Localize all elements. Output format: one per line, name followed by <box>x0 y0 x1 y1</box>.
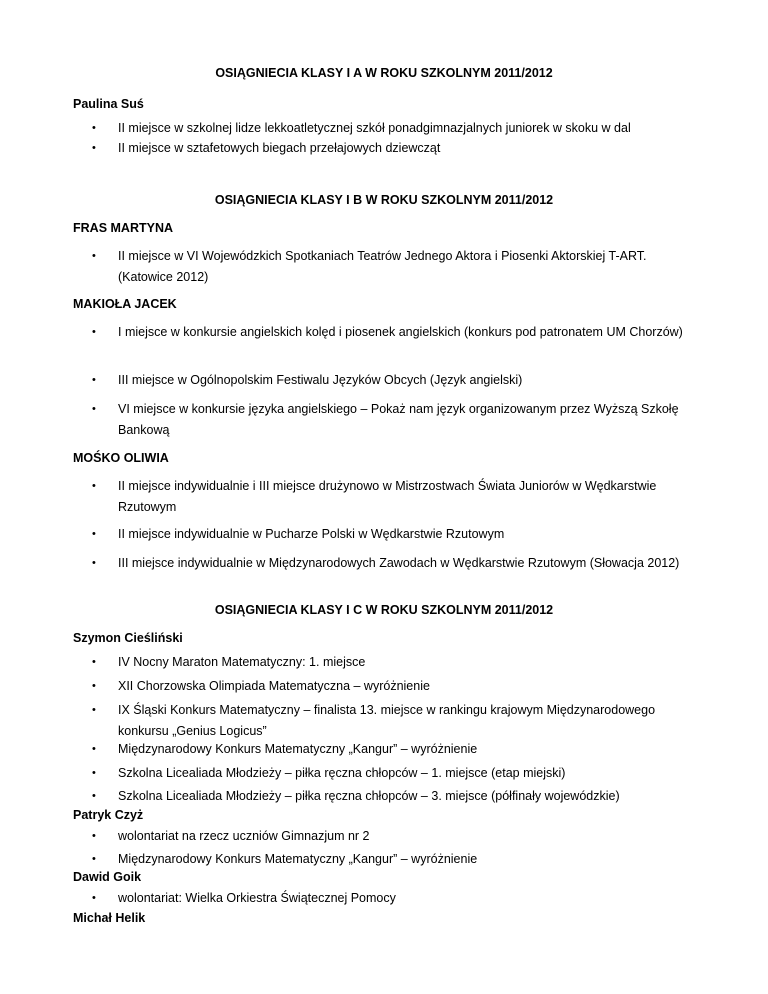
person-name: Paulina Suś <box>73 97 144 111</box>
list-item-text: I miejsce w konkursie angielskich kolęd i piosenek angielskich (konkurs pod patronatem UM Chorzów) <box>118 325 683 339</box>
list-item-text: II miejsce w VI Wojewódzkich Spotkaniach Teatrów Jednego Aktora i Piosenki Aktorskiej T-ART. (Katowice 2012) <box>118 249 647 284</box>
list-item-text: II miejsce indywidualnie i III miejsce drużynowo w Mistrzostwach Świata Juniorów w Wędkarstwie Rzutowym <box>118 479 657 514</box>
bullet-icon: • <box>92 656 96 668</box>
person-name: Patryk Czyż <box>73 808 144 822</box>
list-item-text: Międzynarodowy Konkurs Matematyczny „Kangur” – wyróżnienie <box>118 742 478 756</box>
list-item-text: Szkolna Licealiada Młodzieży – piłka ręczna chłopców – 3. miejsce (półfinały wojewódzkie) <box>118 789 620 803</box>
bullet-icon: • <box>92 790 96 802</box>
bullet-icon: • <box>92 557 96 569</box>
list-item-text: XII Chorzowska Olimpiada Matematyczna – wyróżnienie <box>118 679 430 693</box>
bullet-icon: • <box>92 767 96 779</box>
section-title: OSIĄGNIECIA KLASY I B W ROKU SZKOLNYM 2011/2012 <box>214 193 554 207</box>
list-item-text: II miejsce w szkolnej lidze lekkoatletycznej szkół ponadgimnazjalnych juniorek w skoku w dal <box>118 121 631 135</box>
bullet-icon: • <box>92 250 96 262</box>
list-item-text: II miejsce indywidualnie w Pucharze Polski w Wędkarstwie Rzutowym <box>118 527 505 541</box>
bullet-icon: • <box>92 743 96 755</box>
list-item-text: II miejsce w sztafetowych biegach przełajowych dziewcząt <box>118 141 441 155</box>
person-name: MOŚKO OLIWIA <box>73 451 169 465</box>
bullet-icon: • <box>92 892 96 904</box>
list-item-text: Międzynarodowy Konkurs Matematyczny „Kangur” – wyróżnienie <box>118 852 478 866</box>
bullet-icon: • <box>92 142 96 154</box>
bullet-icon: • <box>92 704 96 716</box>
person-name: MAKIOŁA JACEK <box>73 297 177 311</box>
section-title: OSIĄGNIECIA KLASY I C W ROKU SZKOLNYM 2011/2012 <box>214 603 554 617</box>
list-item-text: VI miejsce w konkursie języka angielskiego – Pokaż nam język organizowanym przez Wyższą Szkołę Bankową <box>118 402 679 437</box>
list-item-text: III miejsce w Ogólnopolskim Festiwalu Języków Obcych (Język angielski) <box>118 373 523 387</box>
bullet-icon: • <box>92 403 96 415</box>
section-title: OSIĄGNIECIA KLASY I A W ROKU SZKOLNYM 2011/2012 <box>215 66 553 80</box>
bullet-icon: • <box>92 853 96 865</box>
list-item-text: IX Śląski Konkurs Matematyczny – finalista 13. miejsce w rankingu krajowym Międzynarodowego konkursu „Genius Logicus” <box>118 703 656 738</box>
list-item-text: IV Nocny Maraton Matematyczny: 1. miejsce <box>118 655 366 669</box>
bullet-icon: • <box>92 326 96 338</box>
bullet-icon: • <box>92 830 96 842</box>
list-item-text: wolontariat: Wielka Orkiestra Świątecznej Pomocy <box>118 891 396 905</box>
bullet-icon: • <box>92 480 96 492</box>
list-item-text: Szkolna Licealiada Młodzieży – piłka ręczna chłopców – 1. miejsce (etap miejski) <box>118 766 566 780</box>
person-name: Szymon Cieśliński <box>73 631 183 645</box>
bullet-icon: • <box>92 374 96 386</box>
bullet-icon: • <box>92 680 96 692</box>
person-name: Dawid Goik <box>73 870 142 884</box>
bullet-icon: • <box>92 528 96 540</box>
list-item-text: III miejsce indywidualnie w Międzynarodowych Zawodach w Wędkarstwie Rzutowym (Słowacja 2012) <box>118 556 680 570</box>
bullet-icon: • <box>92 122 96 134</box>
person-name: Michał Helik <box>73 911 146 925</box>
person-name: FRAS MARTYNA <box>73 221 173 235</box>
list-item-text: wolontariat na rzecz uczniów Gimnazjum nr 2 <box>118 829 370 843</box>
